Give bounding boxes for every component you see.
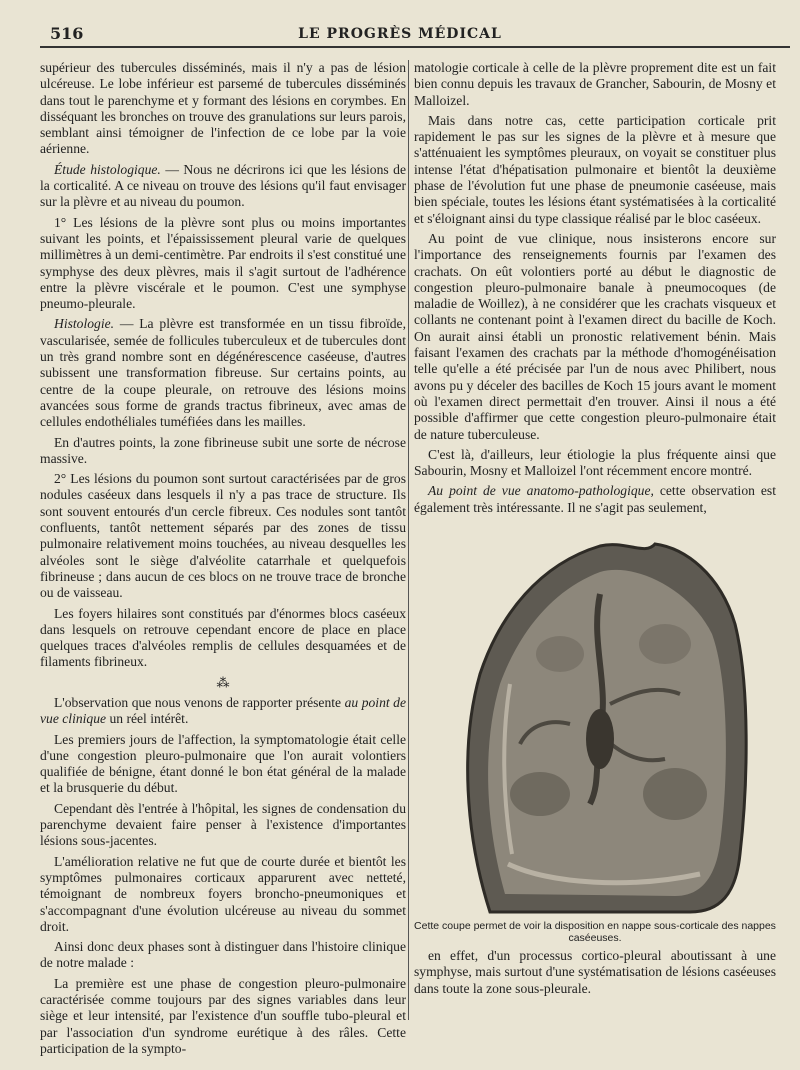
section-heading: Histologie.: [54, 316, 115, 332]
journal-title: LE PROGRÈS MÉDICAL: [298, 26, 502, 42]
section-heading: Au point de vue anatomo-pathologique,: [428, 483, 654, 499]
section-heading: Étude histologique.: [54, 161, 161, 177]
paragraph-text: un réel intérêt.: [106, 711, 189, 727]
paragraph: Les foyers hilaires sont constitués par d'énormes blocs caséeux dans lesquels on retrouve cependant encore de place en place quelques traces d'alvéoles remplis de cellules desquamées et de filaments fibrineux.: [40, 605, 406, 670]
paragraph: Ainsi donc deux phases sont à distinguer dans l'histoire clinique de notre malade :: [40, 939, 406, 971]
paragraph: En d'autres points, la zone fibrineuse subit une sorte de nécrose massive.: [40, 434, 406, 466]
paragraph: La première est une phase de congestion pleuro-pulmonaire caractérisée comme toujours par des signes variables dans leur siège et leur intensité, par l'existence d'un souffle tubo-pleural et par l'association d'un syndrome eurétique à des râles. Cette participation de la sympto-: [40, 975, 406, 1056]
emphasis: au point de vue clinique: [40, 694, 407, 727]
paragraph: 2° Les lésions du poumon sont surtout caractérisées par de gros nodules caséeux dans lesquels il n'y a pas trace de structure. Ils sont souvent entourés d'un cercle fibreux. Ces nodules sont tantôt confluents, tantôt nettement séparés par des zones de tissu pulmonaire relativement moins touchées, au niveau desquelles les alvéoles sont le siège d'alvéolite catarrhale et quelquefois fibrineuse ; dans aucun de ces blocs on ne trouve trace de bronche ou de vaisseau.: [40, 471, 406, 601]
paragraph: [40, 162, 406, 211]
left-column: [40, 60, 406, 1061]
paragraph: L'amélioration relative ne fut que de courte durée et bientôt les symptômes pulmonaires corticaux apparurent avec netteté, témoignant de nombreux foyers broncho-pneumoniques et s'accompagnant d'une évolution ulcéreuse au niveau du sommet droit.: [40, 853, 406, 934]
figure-caption: Cette coupe permet de voir la disposition en nappe sous-corticale des nappes caséeuses.: [414, 920, 776, 945]
paragraph: [414, 483, 776, 516]
paragraph-text: — Nous ne décrirons ici que les lésions de la corticalité. A ce niveau on trouve des lésions qu'il faut envisager sur la plèvre et au niveau du poumon.: [40, 161, 406, 210]
paragraph: [40, 695, 406, 728]
column-divider: [408, 60, 409, 1020]
asterism: ⁂: [216, 674, 230, 690]
paragraph: C'est là, d'ailleurs, leur étiologie la plus fréquente ainsi que Sabourin, Mosny et Malloizel l'ont récemment encore montré.: [414, 446, 776, 479]
page-number: 516: [50, 24, 84, 43]
paragraph: Cependant dès l'entrée à l'hôpital, les signes de condensation du parenchyme devaient faire penser à l'existence d'importantes lésions sous-jacentes.: [40, 800, 406, 849]
lung-section-figure: [414, 534, 776, 914]
paragraph-text: L'observation que nous venons de rapporter présente: [54, 694, 345, 710]
paragraph: en effet, d'un processus cortico-pleural aboutissant à une symphyse, mais surtout d'une systématisation de lésions caséeuses dans toute la zone sous-pleurale.: [414, 948, 776, 996]
paragraph: Les premiers jours de l'affection, la symptomatologie était celle d'une congestion pleuro-pulmonaire que l'on aurait volontiers qualifiée de bénigne, étant donné le bon état général de la malade et la brusquerie du début.: [40, 731, 406, 796]
header-rule: [40, 46, 790, 48]
paragraph: Au point de vue clinique, nous insisterons encore sur l'importance des renseignements fournis par l'examen des crachats. On eût volontiers porté au début le diagnostic de congestion pleuro-pulmonaire banale à pneumocoques (de maladie de Woillez), à ne considérer que les crachats visqueux et collants ne contenant point à l'examen direct du bacille de Koch. On aurait ainsi établi un pronostic relativement bénin. Mais faisant l'examen des crachats par la méthode d'homogénéisation telle qu'elle a été précisée par l'un de nous avec Philibert, nous avons pu y déceler des bacilles de Koch 15 jours avant le moment où l'examen direct permettait d'en trouver. Ainsi il nous a été possible d'affirmer que cette congestion pleuro-pulmonaire était de nature tuberculeuse.: [414, 230, 776, 442]
paragraph: 1° Les lésions de la plèvre sont plus ou moins importantes suivant les points, et l'épaississement pleural varie de quelques millimètres à un demi-centimètre. Par endroits il s'est constitué une symphyse des deux plèvres, mais il s'agit surtout de l'adhérence entre la plèvre viscérale et le poumon. C'est une symphyse pneumo-pleurale.: [40, 214, 406, 312]
paragraph: matologie corticale à celle de la plèvre proprement dite est un fait bien connu depuis les travaux de Grancher, Sabourin, de Mosny et Malloizel.: [414, 60, 776, 108]
paragraph: [40, 316, 406, 430]
paragraph-text: cette observation est également très intéressante. Il ne s'agit pas seulement,: [414, 483, 776, 515]
right-column: [414, 60, 776, 1001]
lung-cross-section-illustration: [450, 534, 750, 914]
paragraph-text: — La plèvre est transformée en un tissu fibroïde, vascularisée, semée de follicules tuberculeux et de tubercules dont un très grand nombre sont en dégénérescence caséeuse, d'autres subissent une transformation fibreuse. Sur certains points, au centre de la coupe pleurale, on retrouve des lésions moins avancées sous forme de grands tractus fibrineux, avec amas de cellules endothéliales tuméfiées dans les mailles.: [40, 316, 406, 430]
paragraph: Mais dans notre cas, cette participation corticale prit rapidement le pas sur les signes de la plèvre et à mesure que s'atténuaient les symptômes pleuraux, on voyait se constituer plus intense l'état d'hépatisation pulmonaire et bientôt la deuxième phase de l'évolution fut une phase de pneumonie caséeuse, mais bien spéciale, toutes les lésions étant systématisées à la corticalité et s'éloignant ainsi du type classique réalisé par le bloc caséeux.: [414, 112, 776, 226]
paragraph: supérieur des tubercules disséminés, mais il n'y a pas de lésion ulcéreuse. Le lobe inférieur est parsemé de tubercules disséminés dans tout le parenchyme et y formant des lésions en corymbes. En disséquant les bronches on trouve des granulations sur leurs parois, semblant ainsi témoigner de l'infection de ce lobe par la voie aérienne.: [40, 60, 406, 157]
